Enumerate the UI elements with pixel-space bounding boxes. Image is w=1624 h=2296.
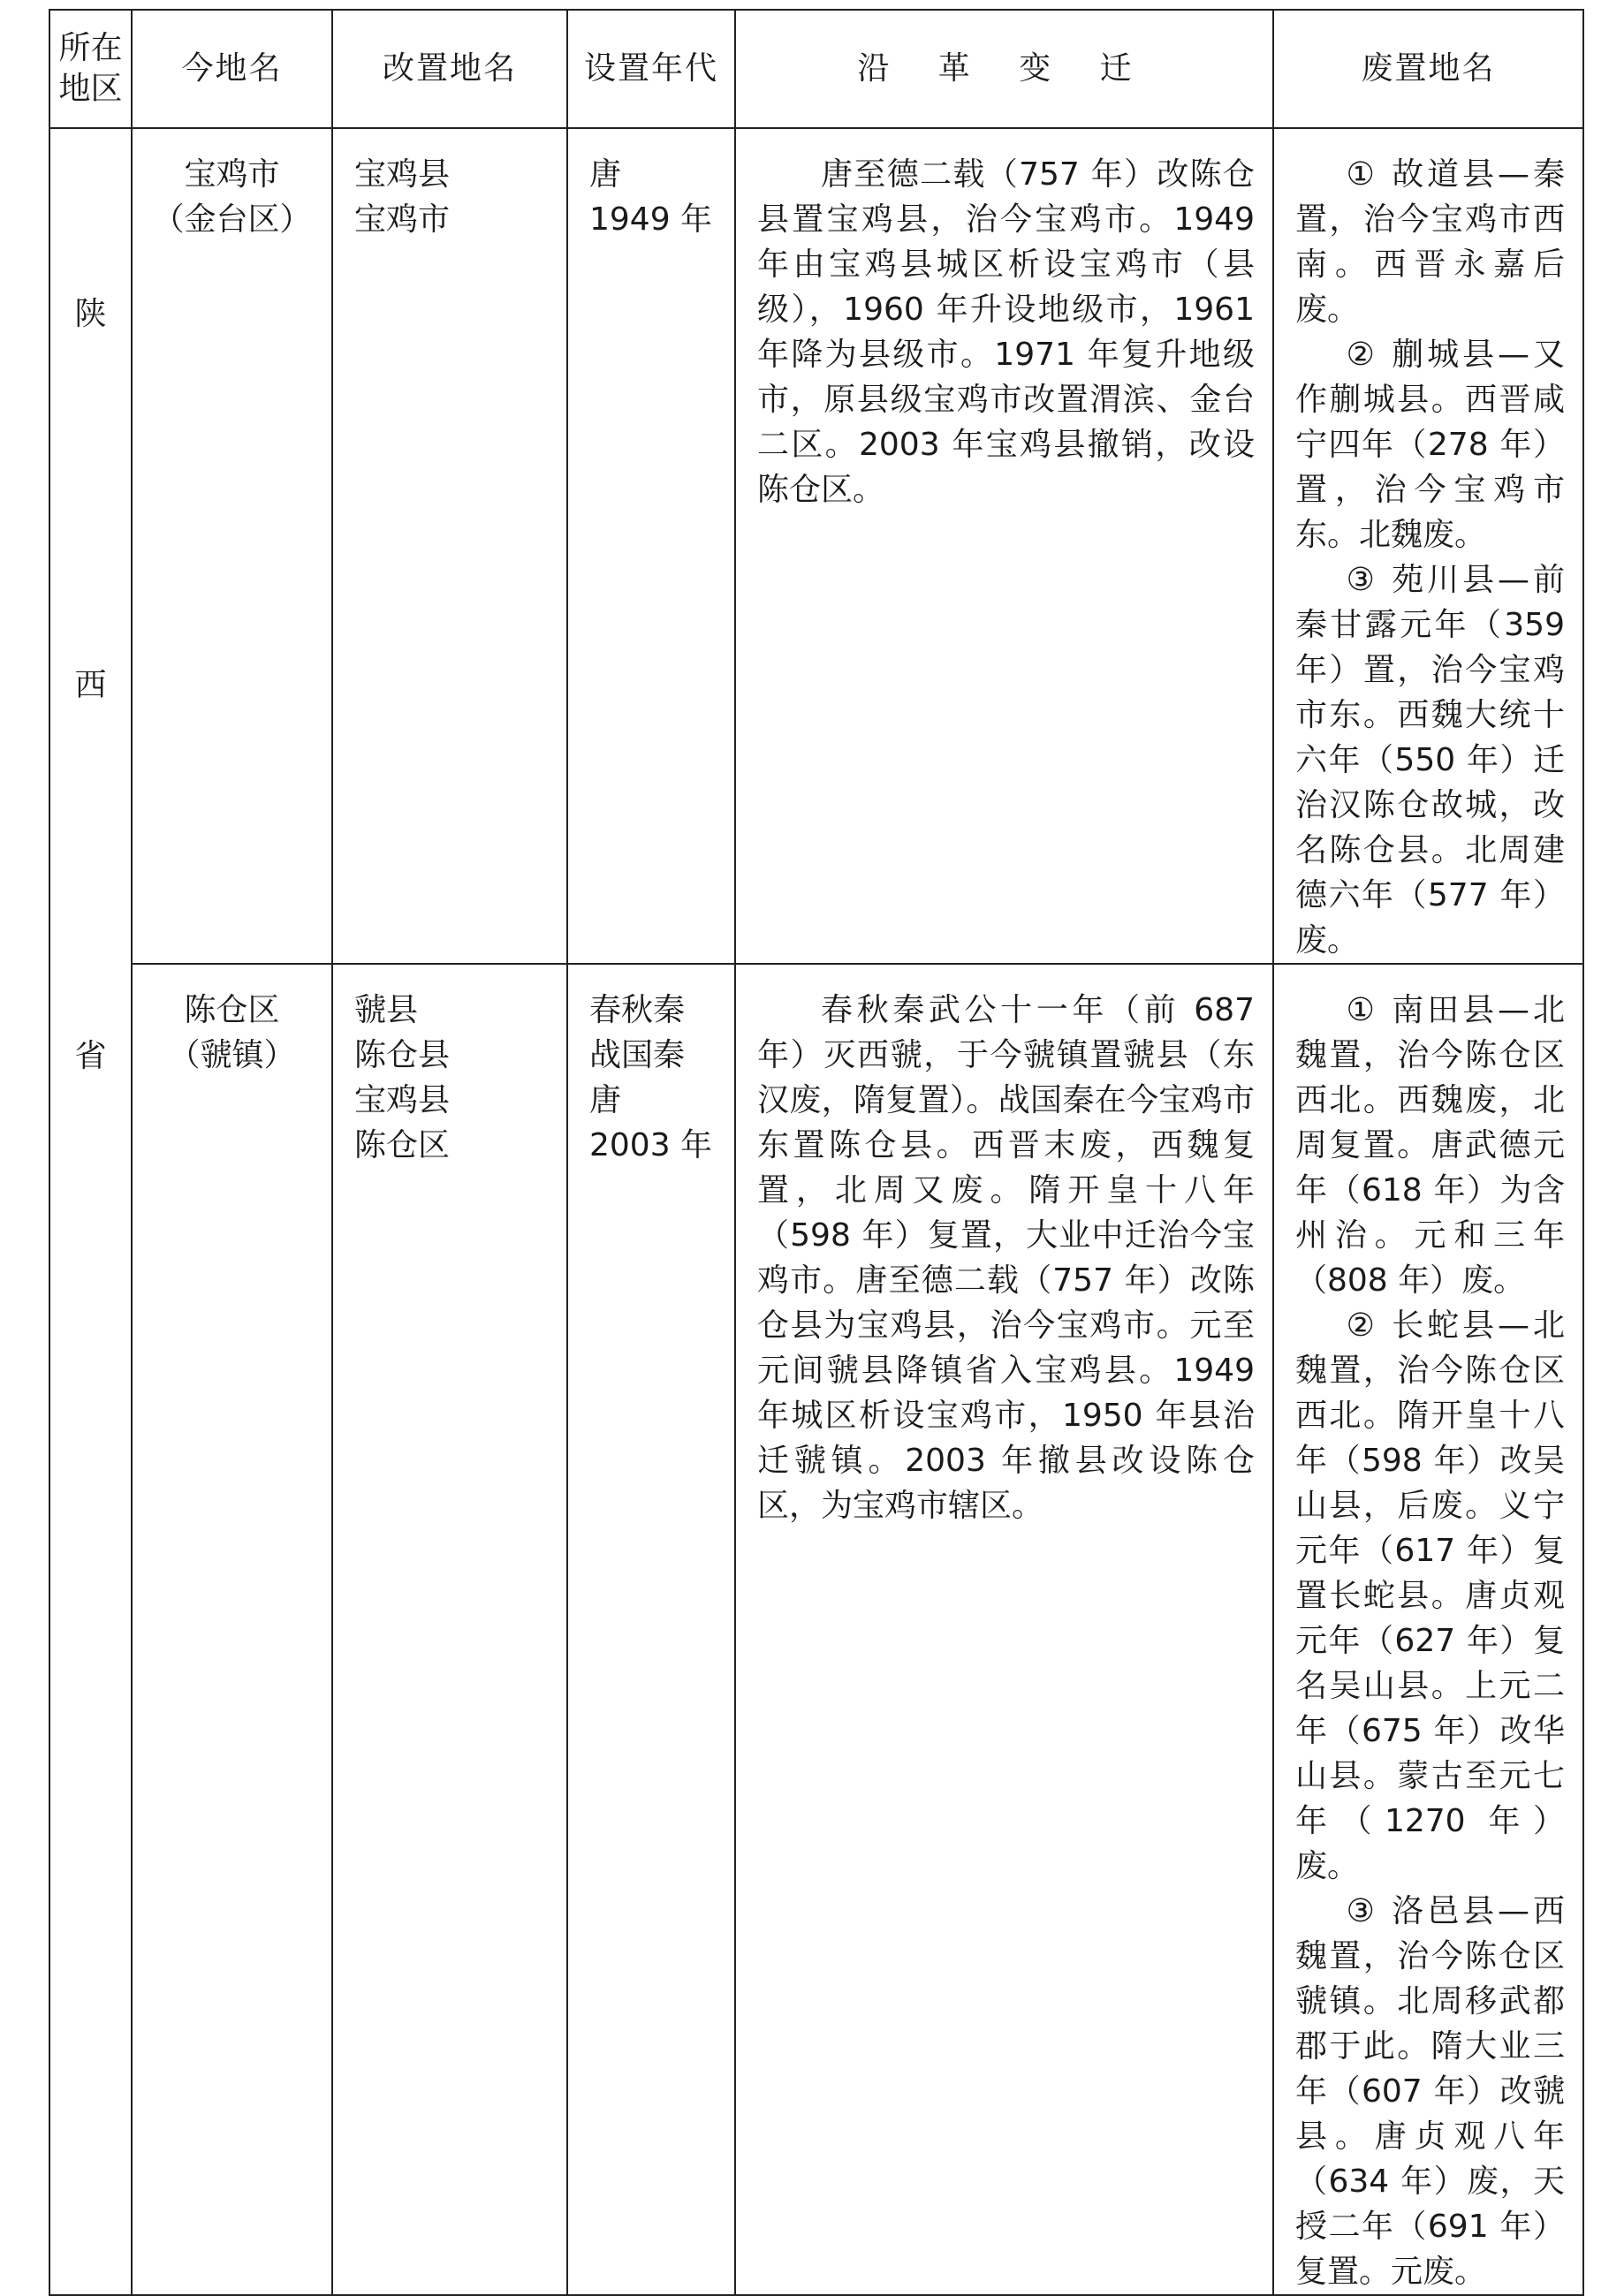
era-value: 唐 [589, 156, 622, 193]
header-row [49, 10, 1583, 128]
abolished-entry: ② 长蛇县—北魏置，治今陈仓区西北。隋开皇十八年（598 年）改吴山县，后废。义宁元年（617 年）复置长蛇县。唐贞观元年（627 年）复名吴山县。上元二年（675 年）改华山县。蒙古至元七年（1270 年）废。 [1295, 1307, 1565, 1884]
current-name: 陈仓区 [184, 992, 280, 1028]
changed-name: 宝鸡县 [354, 156, 451, 193]
changed-name: 陈仓区 [354, 1127, 451, 1163]
abolished-cell [1273, 964, 1583, 2295]
header-changed-name: 改置地名 [332, 10, 567, 128]
era-cell [567, 128, 735, 964]
history-cell [735, 964, 1273, 2295]
current-name-alias: （金台区） [152, 201, 312, 238]
header-current-name: 今地名 [132, 10, 332, 128]
changed-name-cell [332, 128, 567, 964]
admin-history-table [49, 9, 1584, 2296]
era-value: 2003 年 [589, 1127, 713, 1163]
history-cell [735, 128, 1273, 964]
current-name-cell [132, 964, 332, 2295]
changed-name: 虢县 [354, 992, 419, 1028]
changed-name: 宝鸡县 [354, 1082, 451, 1118]
header-region: 所在地区 [49, 10, 132, 128]
current-name-alias: （虢镇） [168, 1037, 296, 1073]
region-char-2: 西 [74, 667, 107, 703]
table-row-chencang [49, 964, 1583, 2295]
current-name: 宝鸡市 [184, 156, 280, 193]
region-char-1: 陕 [74, 296, 107, 332]
current-name-cell [132, 128, 332, 964]
changed-name: 陈仓县 [354, 1037, 451, 1073]
region-cell [49, 128, 132, 2295]
abolished-entry: ① 故道县—秦置，治今宝鸡市西南。西晋永嘉后废。 [1295, 156, 1565, 328]
header-abolished: 废置地名 [1273, 10, 1583, 128]
era-cell [567, 964, 735, 2295]
abolished-cell [1273, 128, 1583, 964]
table-row-baoji [49, 128, 1583, 964]
region-char-3: 省 [74, 1038, 107, 1074]
history-text: 唐至德二载（757 年）改陈仓县置宝鸡县，治今宝鸡市。1949 年由宝鸡县城区析设宝鸡市（县级），1960 年升设地级市，1961 年降为县级市。1971 年复升地级市，原县级宝鸡市改置渭滨、金台二区。2003 年宝鸡县撤销，改设陈仓区。 [757, 156, 1255, 508]
era-value: 春秋秦 [589, 992, 686, 1028]
history-text: 春秋秦武公十一年（前 687 年）灭西虢，于今虢镇置虢县（东汉废，隋复置）。战国秦在今宝鸡市东置陈仓县。西晋末废，西魏复置，北周又废。隋开皇十八年（598 年）复置，大业中迁治今宝鸡市。唐至德二载（757 年）改陈仓县为宝鸡县，治今宝鸡市。元至元间虢县降镇省入宝鸡县。1949 年城区析设宝鸡市，1950 年县治迁虢镇。2003 年撤县改设陈仓区，为宝鸡市辖区。 [757, 992, 1255, 1524]
header-era: 设置年代 [567, 10, 735, 128]
abolished-entry: ② 蒯城县—又作蒯城县。西晋咸宁四年（278 年）置，治今宝鸡市东。北魏废。 [1295, 337, 1565, 553]
era-value: 唐 [589, 1082, 622, 1118]
changed-name-cell [332, 964, 567, 2295]
header-history: 沿 革 变 迁 [735, 10, 1273, 128]
abolished-entry: ③ 洛邑县—西魏置，治今陈仓区虢镇。北周移武都郡于此。隋大业三年（607 年）改虢县。唐贞观八年（634 年）废，天授二年（691 年）复置。元废。 [1295, 1893, 1565, 2290]
abolished-entry: ③ 苑川县—前秦甘露元年（359 年）置，治今宝鸡市东。西魏大统十六年（550 年）迁治汉陈仓故城，改名陈仓县。北周建德六年（577 年）废。 [1295, 562, 1565, 959]
changed-name: 宝鸡市 [354, 201, 451, 238]
era-value: 1949 年 [589, 201, 713, 238]
era-value: 战国秦 [589, 1037, 686, 1073]
abolished-entry: ① 南田县—北魏置，治今陈仓区西北。西魏废，北周复置。唐武德元年（618 年）为含州治。元和三年（808 年）废。 [1295, 992, 1565, 1299]
